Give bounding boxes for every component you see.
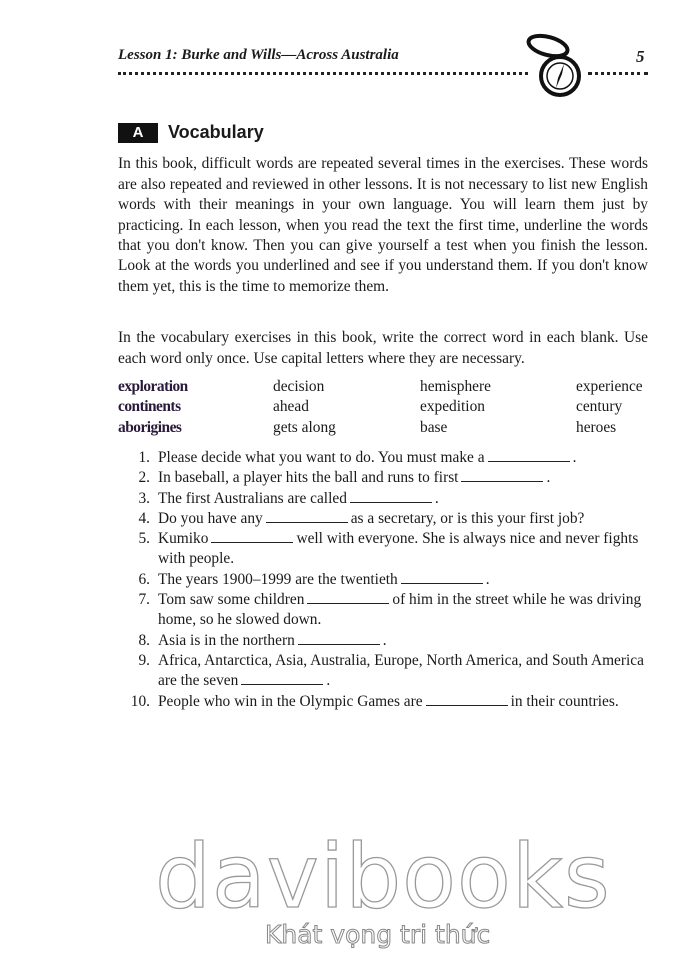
exercise-text-before: Asia is in the northern [158,631,295,649]
exercise-number: 8. [138,631,150,649]
exercise-text-after: in their countries. [510,692,619,710]
exercise-number: 6. [138,570,150,588]
exercise-text-after: . [434,489,439,507]
watermark-brand: davibooks [155,825,611,928]
exercise-text [158,570,490,590]
word: exploration [118,378,188,395]
exercise-number: 7. [138,591,150,609]
exercise-number: 4. [138,509,150,527]
answer-blank[interactable] [401,571,483,584]
exercise-text-before: The years 1900–1999 are the twentieth [158,570,398,588]
exercise-item [118,590,648,631]
exercise-text [158,468,550,488]
exercise-text [158,448,576,468]
exercise-list [118,448,648,712]
exercise-text-after: . [572,449,577,466]
exercise-number: 9. [138,651,150,669]
word: expedition [420,398,485,416]
word: century [576,398,623,416]
exercise-number: 10. [130,692,150,710]
exercise-text-after: well with everyone. She is always nice and never fights with people. [158,530,639,568]
exercise-number: 3. [138,489,150,507]
exercise-item [118,529,648,570]
word: aborigines [118,418,182,436]
answer-blank[interactable] [266,510,348,523]
answer-blank[interactable] [461,469,543,482]
exercise-number: 2. [138,469,150,487]
answer-blank[interactable] [350,490,432,503]
exercise-text-after: of him in the street while he was driving home, so he slowed down. [158,591,642,629]
exercise-text-after: . [382,631,387,649]
word: hemisphere [420,378,491,395]
exercise-text-after: . [546,469,551,487]
exercise-text-before: Do you have any [158,509,263,527]
exercise-item [118,489,648,509]
exercise-text [158,509,584,529]
exercise-text-before: Africa, Antarctica, Asia, Australia, Europe, North America, and South America are the seven [158,651,644,690]
word: experience [576,378,643,395]
exercise-text-before: In baseball, a player hits the ball and runs to first [158,469,459,487]
watermark-slogan: Khát vọng tri thức [265,920,491,949]
exercise-item [118,509,648,529]
page-number: 5 [636,47,645,66]
instructions-paragraph: In the vocabulary exercises in this book, write the correct word in each blank. Use each word only once. Use capital letters where they are necessary. [118,329,648,367]
exercise-text-after: as a secretary, or is this your first job? [350,509,585,527]
exercise-text [158,651,648,692]
exercise-text-before: Tom saw some children [158,591,305,609]
exercise-text-after: . [485,570,490,588]
answer-blank[interactable] [211,530,293,543]
answer-blank[interactable] [241,672,323,685]
answer-blank[interactable] [426,693,508,706]
exercise-item [118,570,648,590]
answer-blank[interactable] [298,632,380,645]
lesson-title: Lesson 1: Burke and Wills—Across Australia [118,47,399,63]
exercise-item [118,631,648,651]
exercise-text [158,529,648,570]
exercise-item [118,468,648,488]
dotted-rule [118,72,528,78]
word: gets along [273,418,336,436]
exercise-text-before: People who win in the Olympic Games are [158,692,423,710]
word: decision [273,378,325,395]
section-letter: A [118,123,158,143]
exercise-number: 5. [138,530,150,548]
exercise-text-after: . [326,672,331,690]
exercise-text [158,692,619,712]
section-title: Vocabulary [168,122,264,142]
exercise-text [158,631,387,651]
answer-blank[interactable] [307,591,389,604]
exercise-item [118,448,648,468]
exercise-text-before: The first Australians are called [158,489,347,507]
word-bank [118,377,658,438]
answer-blank[interactable] [488,449,570,462]
exercise-text [158,590,648,631]
exercise-text-before: Please decide what you want to do. You must make a [158,449,485,466]
word: ahead [273,398,309,416]
compass-icon [520,32,590,98]
word: heroes [576,418,617,436]
dotted-rule [588,72,648,78]
word: base [420,418,448,436]
exercise-item [118,692,648,712]
word: continents [118,398,181,416]
exercise-number: 1. [138,449,150,466]
section-heading [118,122,264,143]
exercise-text-before: Kumiko [158,530,209,548]
exercise-text [158,489,439,509]
exercise-item [118,651,648,692]
intro-paragraph: In this book, difficult words are repeated several times in the exercises. These words are also repeated and reviewed in other lessons. It is not necessary to list new English words with their meanings in your own language. You will learn them just by practicing. In each lesson, when you read the text the first time, underline the words that you don't know. Then you can give yourself a test when you finish the lesson. Look at the words you underlined and see if you understand them. If you don't know them yet, this is the time to memorize them. [118,155,648,295]
